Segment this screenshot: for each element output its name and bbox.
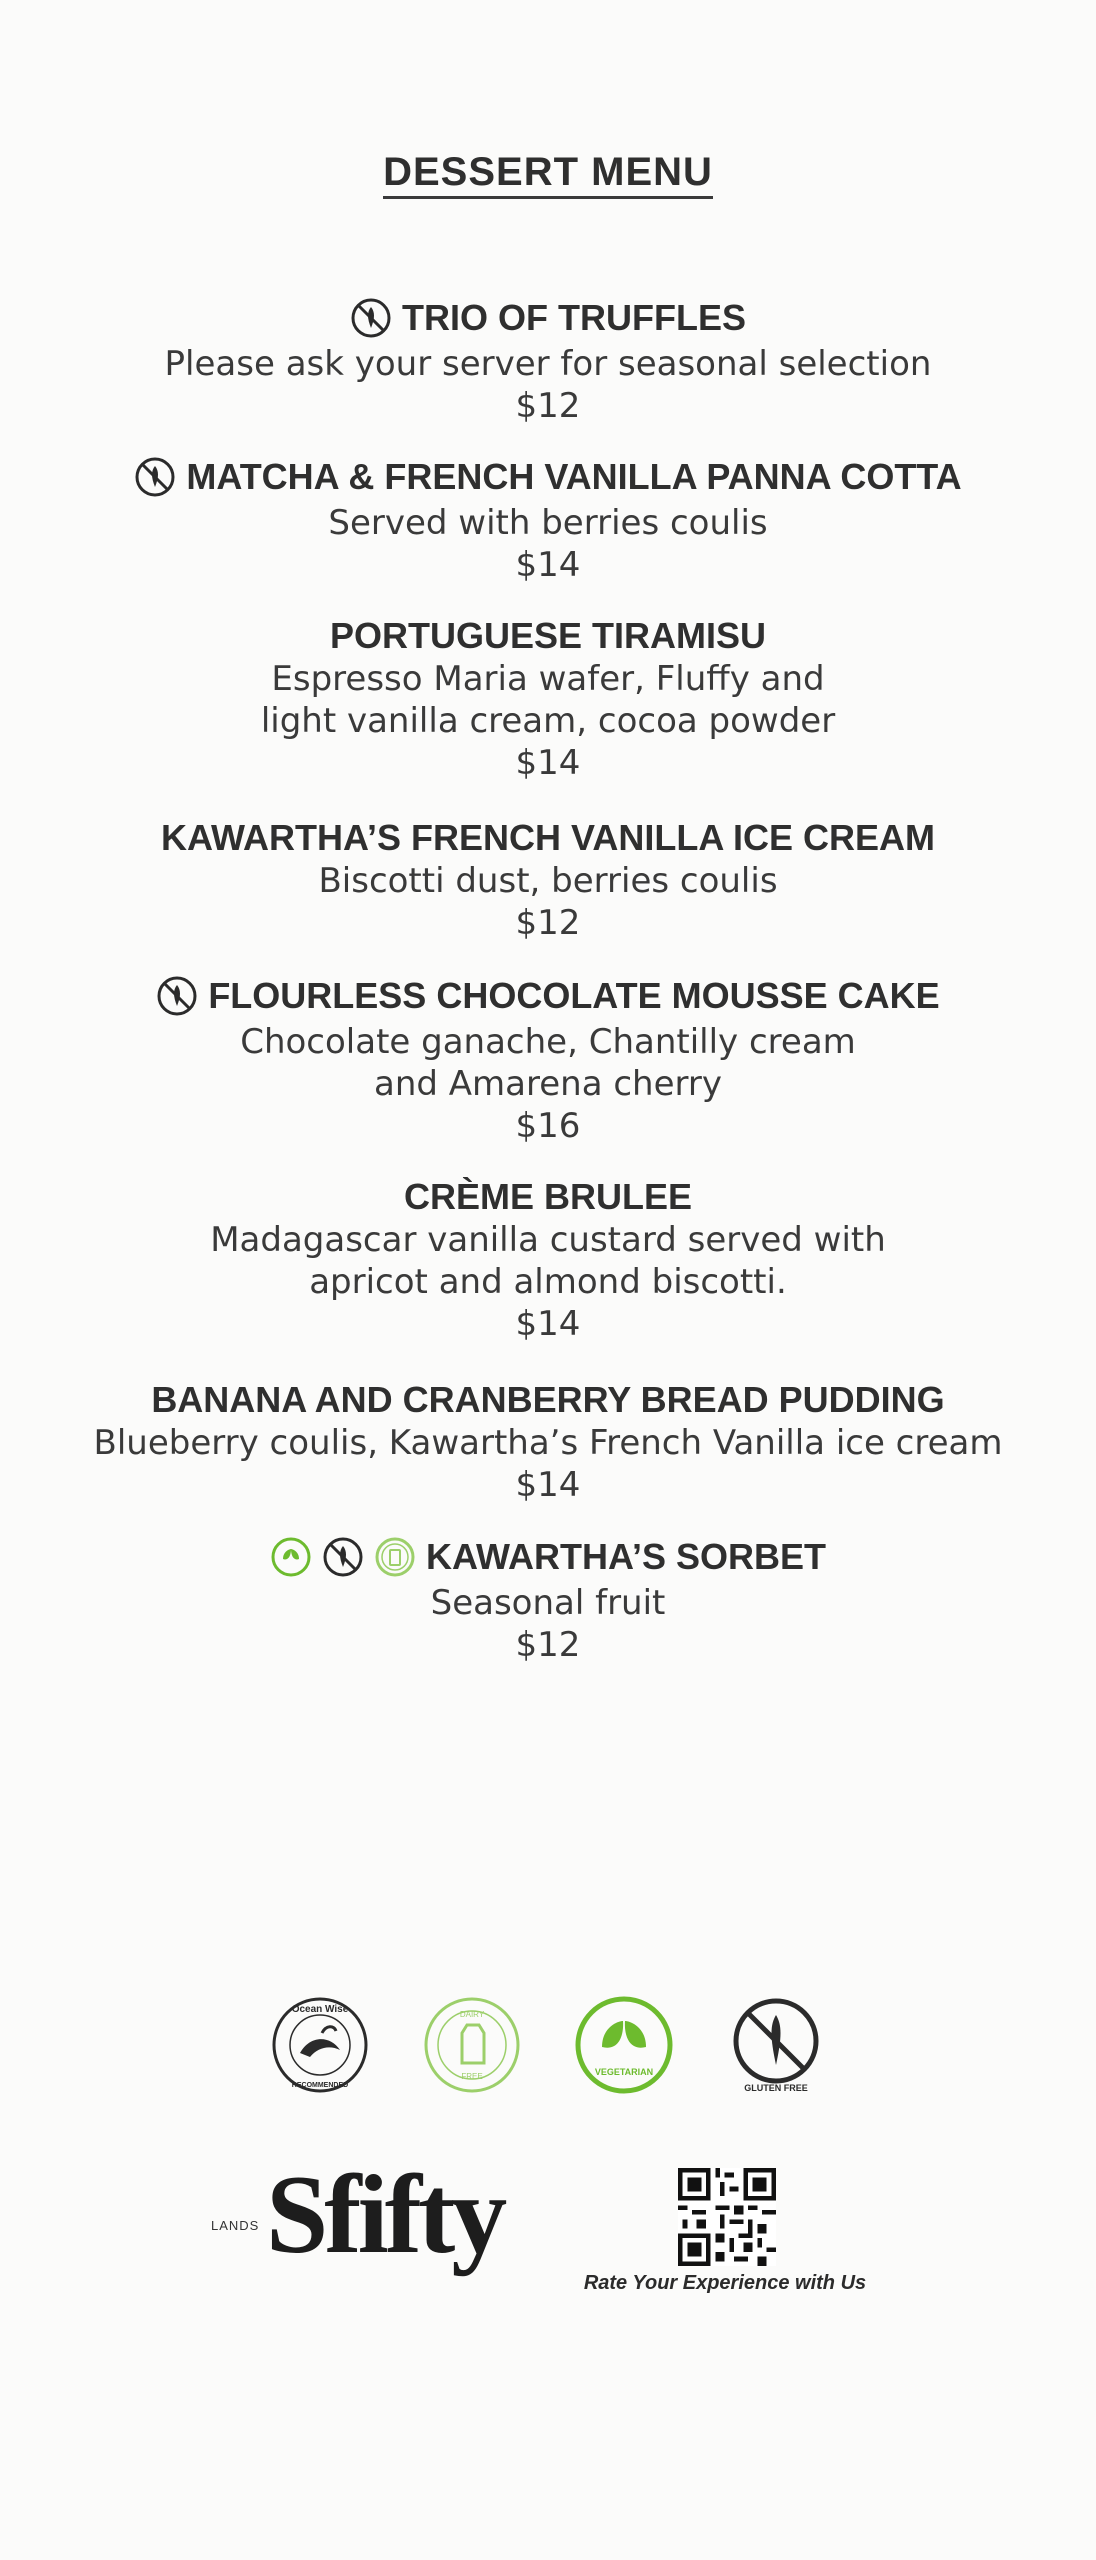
menu-item-description: Seasonal fruit (430, 1583, 666, 1623)
dairy-free-badge-icon (422, 1995, 522, 2095)
menu-item-description: Madagascar vanilla custard served with apricot and almond biscotti. (210, 1220, 886, 1302)
vegetarian-icon (270, 1536, 312, 1578)
menu-item (0, 816, 1096, 944)
dairy-free-icon (374, 1536, 416, 1578)
menu-item (0, 974, 1096, 1147)
menu-item-description: Blueberry coulis, Kawartha’s French Vanilla ice cream (93, 1423, 1003, 1463)
brand-logo: Sfifty (266, 2153, 504, 2277)
menu-item (0, 1175, 1096, 1345)
ocean-wise-icon (270, 1995, 370, 2095)
gluten-free-icon (350, 297, 392, 339)
menu-title-text: DESSERT MENU (383, 150, 713, 199)
menu-item-price: $14 (515, 1304, 581, 1344)
menu-item-price: $12 (515, 386, 581, 426)
svg-text:VEGETARIAN: VEGETARIAN (594, 2067, 654, 2077)
menu-item-price: $12 (515, 903, 581, 943)
menu-item-description: Please ask your server for seasonal selection (164, 344, 932, 384)
gluten-free-icon (322, 1536, 364, 1578)
menu-item-name: CRÈME BRULEE (403, 1176, 693, 1217)
gluten-free-icon (156, 975, 198, 1017)
menu-item-description: Biscotti dust, berries coulis (318, 861, 778, 901)
menu-item-name: FLOURLESS CHOCOLATE MOUSSE CAKE (156, 974, 939, 1018)
menu-item (0, 1378, 1096, 1506)
menu-item-name: BANANA AND CRANBERRY BREAD PUDDING (151, 1379, 945, 1420)
menu-item-description: Chocolate ganache, Chantilly cream and Amarena cherry (240, 1022, 856, 1104)
menu-item (0, 296, 1096, 427)
menu-item-price: $14 (515, 1465, 581, 1505)
svg-text:FREE: FREE (461, 2072, 483, 2081)
menu-item-price: $16 (515, 1106, 581, 1146)
menu-item-description: Served with berries coulis (328, 503, 768, 543)
menu-item-price: $14 (515, 743, 581, 783)
menu-item (0, 455, 1096, 586)
gluten-free-icon (134, 456, 176, 498)
menu-item-name: TRIO OF TRUFFLES (350, 296, 746, 340)
menu-item-price: $14 (515, 545, 581, 585)
svg-text:GLUTEN FREE: GLUTEN FREE (744, 2083, 808, 2093)
gluten-free-badge-icon (726, 1995, 826, 2095)
qr-code-icon[interactable] (678, 2168, 776, 2266)
menu-item (0, 614, 1096, 784)
menu-item-name: PORTUGUESE TIRAMISU (329, 615, 767, 656)
menu-item-name: MATCHA & FRENCH VANILLA PANNA COTTA (134, 455, 961, 499)
vegetarian-badge-icon (574, 1995, 674, 2095)
menu-title (0, 150, 1096, 195)
svg-text:Ocean Wise: Ocean Wise (291, 2004, 349, 2015)
dietary-badges (0, 1995, 1096, 2095)
menu-item (0, 1535, 1096, 1666)
menu-item-price: $12 (515, 1625, 581, 1665)
menu-item-name: KAWARTHA’S SORBET (270, 1535, 826, 1579)
brand-prefix: LANDS (211, 2218, 260, 2233)
menu-item-description: Espresso Maria wafer, Fluffy and light vanilla cream, cocoa powder (260, 659, 836, 741)
menu-item-name: KAWARTHA’S FRENCH VANILLA ICE CREAM (161, 817, 935, 858)
svg-text:RECOMMENDED: RECOMMENDED (291, 2082, 349, 2089)
rate-experience-text: Rate Your Experience with Us (583, 2272, 867, 2294)
svg-text:DAIRY: DAIRY (459, 2010, 485, 2019)
